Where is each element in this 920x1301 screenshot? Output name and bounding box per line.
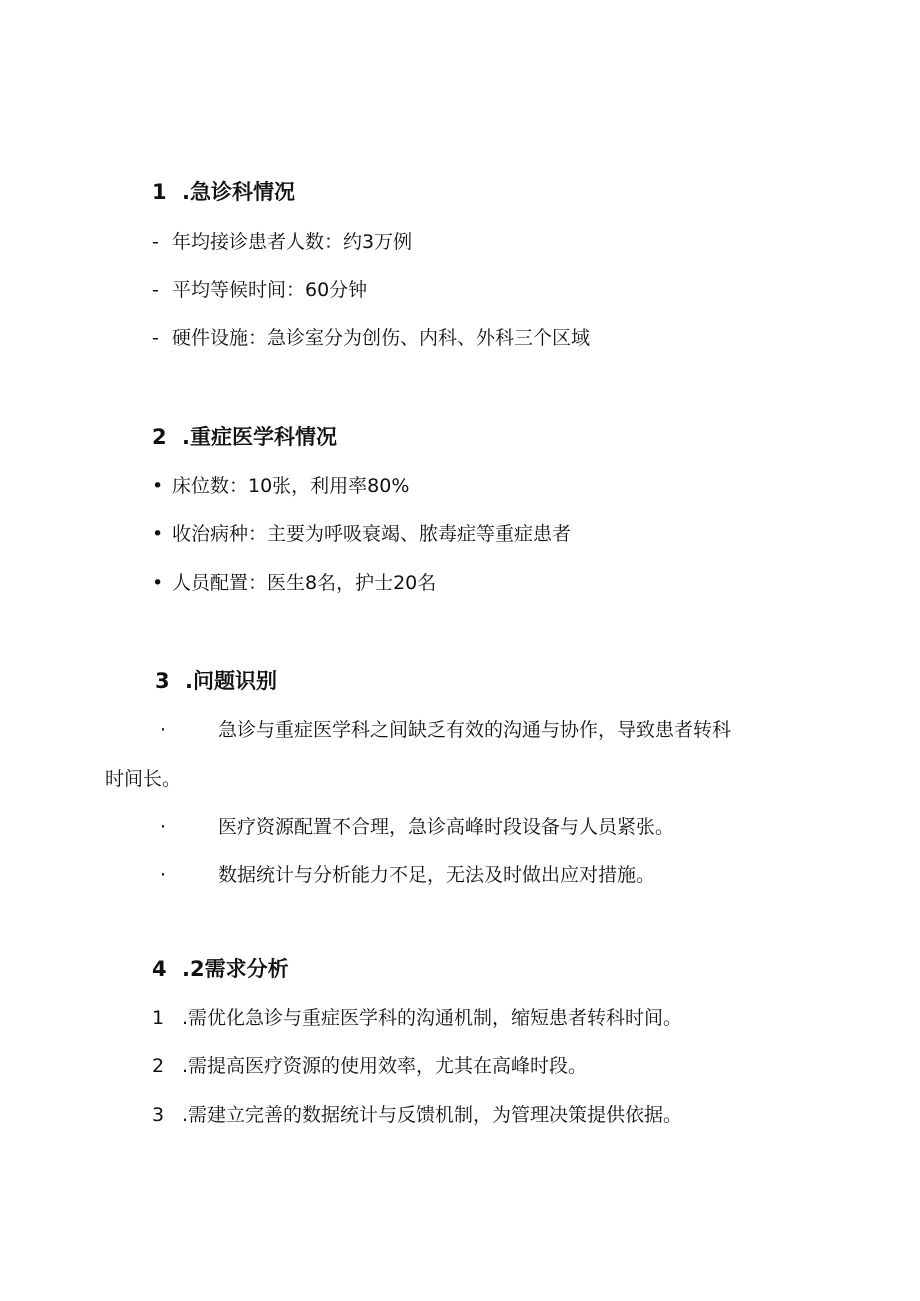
bullet-marker: • <box>152 523 164 545</box>
list-item <box>160 862 655 888</box>
list-item-text: 医疗资源配置不合理，急诊高峰时段设备与人员紧张。 <box>218 816 675 838</box>
list-item <box>152 473 409 499</box>
list-item <box>152 521 571 547</box>
section-number: 1 <box>152 180 167 204</box>
bullet-marker: · <box>160 816 167 838</box>
list-item-text: 数据统计与分析能力不足，无法及时做出应对措施。 <box>218 864 656 886</box>
section-1-heading <box>152 178 295 206</box>
item-number: 1 <box>152 1007 165 1029</box>
list-item-continuation: 时间长。 <box>105 768 182 790</box>
dash-marker: - <box>152 231 159 253</box>
numbered-item <box>152 1053 587 1079</box>
section-number: 3 <box>155 669 170 693</box>
numbered-item <box>152 1005 682 1031</box>
list-item-text: 硬件设施：急诊室分为创伤、内科、外科三个区域 <box>172 327 591 349</box>
item-number: 2 <box>152 1055 165 1077</box>
list-item-text: .需优化急诊与重症医学科的沟通机制，缩短患者转科时间。 <box>182 1007 683 1029</box>
list-item <box>152 229 412 255</box>
list-item-text: 收治病种：主要为呼吸衰竭、脓毒症等重症患者 <box>172 523 572 545</box>
list-item <box>160 717 731 743</box>
list-item-text: .需提高医疗资源的使用效率，尤其在高峰时段。 <box>182 1055 588 1077</box>
section-number: 2 <box>152 425 167 449</box>
list-item-text: 平均等候时间：60分钟 <box>172 279 368 301</box>
list-item-text: 人员配置：医生8名，护士20名 <box>172 572 437 594</box>
bullet-marker: • <box>152 572 164 594</box>
section-number: 4 <box>152 957 167 981</box>
dash-marker: - <box>152 279 159 301</box>
section-2-heading <box>152 423 337 451</box>
list-item <box>152 570 436 596</box>
bullet-marker: • <box>152 475 164 497</box>
section-title: .问题识别 <box>185 669 277 693</box>
section-title: .2需求分析 <box>182 957 289 981</box>
bullet-marker: · <box>160 719 167 741</box>
numbered-item <box>152 1102 682 1128</box>
section-title: .急诊科情况 <box>182 180 295 204</box>
list-item-text: 急诊与重症医学科之间缺乏有效的沟通与协作，导致患者转科 <box>218 719 732 741</box>
list-item-text: 年均接诊患者人数：约3万例 <box>172 231 413 253</box>
bullet-marker: · <box>160 864 167 886</box>
dash-marker: - <box>152 327 159 349</box>
list-item <box>152 325 590 351</box>
list-item <box>152 277 367 303</box>
item-number: 3 <box>152 1104 165 1126</box>
list-item <box>160 814 674 840</box>
list-item-text: 床位数：10张，利用率80% <box>172 475 410 497</box>
section-title: .重症医学科情况 <box>182 425 337 449</box>
list-item-text: .需建立完善的数据统计与反馈机制，为管理决策提供依据。 <box>182 1104 683 1126</box>
section-4-heading <box>152 955 289 983</box>
section-3-heading <box>155 667 277 695</box>
